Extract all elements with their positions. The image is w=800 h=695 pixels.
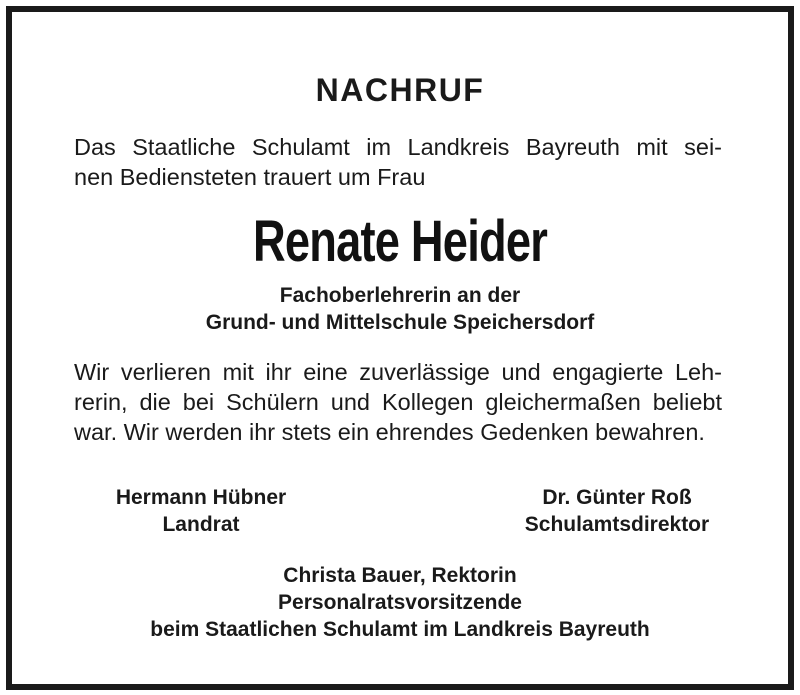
deceased-role: [12, 282, 788, 336]
footer-line: Personalratsvorsitzende: [278, 591, 522, 614]
intro-text: [74, 132, 722, 192]
body-line: war. Wir werden ihr stets ein ehrendes Gedenken bewahren.: [74, 419, 705, 445]
signatory-left: [86, 484, 316, 538]
body-line: rerin, die bei Schülern und Kollegen gleichermaßen beliebt: [74, 389, 722, 415]
notice-title: NACHRUF: [315, 72, 485, 108]
intro-line: Das Staatliche Schulamt im Landkreis Bayreuth mit sei-: [74, 134, 722, 160]
signatory-name: Hermann Hübner: [115, 486, 287, 509]
obituary-notice: [6, 6, 794, 690]
signatory-title: Schulamtsdirektor: [524, 513, 710, 536]
footer-line: beim Staatlichen Schulamt im Landkreis Bayreuth: [150, 618, 650, 641]
condolence-text: [74, 357, 722, 447]
signatory-name: Dr. Günter Roß: [542, 486, 692, 509]
signatory-title: Landrat: [162, 513, 240, 536]
footer-line: Christa Bauer, Rektorin: [283, 564, 517, 587]
role-line: Fachoberlehrerin an der: [279, 284, 521, 307]
signatory-right: [492, 484, 742, 538]
deceased-name: Renate Heider: [252, 209, 548, 274]
body-line: Wir verlieren mit ihr eine zuverlässige und engagierte Leh-: [74, 359, 722, 385]
role-line: Grund- und Mittelschule Speichersdorf: [205, 311, 595, 334]
footer-signature: [12, 562, 788, 643]
intro-line: nen Bediensteten trauert um Frau: [74, 164, 426, 190]
